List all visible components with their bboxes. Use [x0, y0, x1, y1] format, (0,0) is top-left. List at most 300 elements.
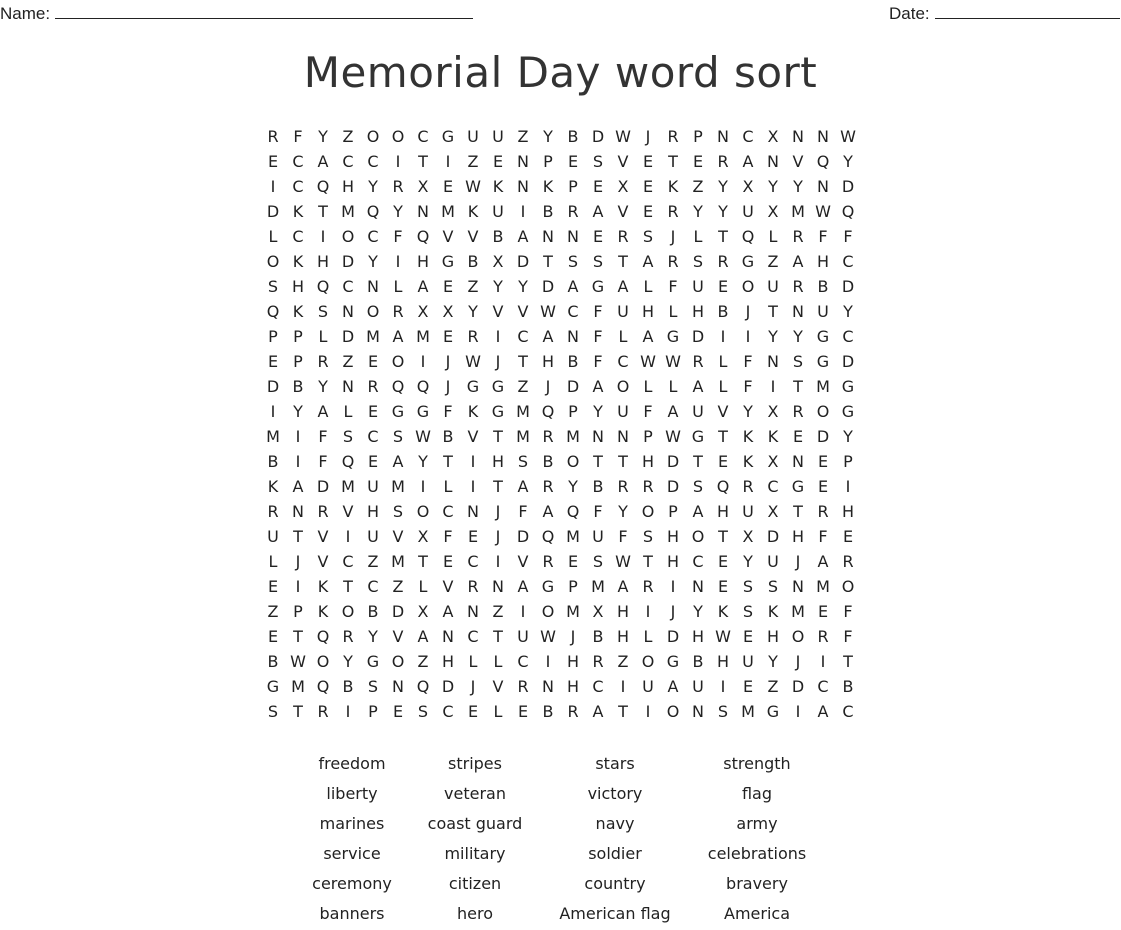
grid-letter: T — [518, 352, 528, 371]
grid-letter: G — [366, 652, 380, 671]
grid-letter: N — [442, 627, 454, 646]
grid-letter: Z — [492, 602, 504, 621]
grid-letter: E — [442, 327, 454, 346]
word-bank-item: freedom — [318, 754, 386, 773]
grid-letter: T — [493, 477, 503, 496]
grid-letter: S — [342, 427, 354, 446]
grid-letter: V — [617, 202, 629, 221]
grid-letter: W — [540, 302, 556, 321]
grid-letter: S — [317, 302, 329, 321]
grid-letter: U — [367, 477, 379, 496]
grid-letter: N — [792, 452, 804, 471]
grid-letter: I — [495, 327, 501, 346]
grid-letter: H — [716, 652, 730, 671]
grid-letter: M — [591, 577, 605, 596]
grid-letter: Q — [716, 477, 730, 496]
grid-letter: T — [668, 152, 678, 171]
grid-letter: U — [367, 527, 379, 546]
grid-letter: H — [641, 302, 655, 321]
grid-letter: H — [291, 277, 305, 296]
grid-letter: G — [591, 277, 605, 296]
grid-letter: H — [541, 352, 555, 371]
grid-letter: E — [792, 427, 804, 446]
grid-letter: S — [267, 702, 279, 721]
grid-letter: V — [792, 152, 804, 171]
grid-letter: G — [741, 252, 755, 271]
grid-letter: K — [717, 602, 729, 621]
grid-letter: J — [445, 352, 451, 371]
grid-letter: U — [692, 277, 704, 296]
grid-letter: O — [791, 627, 805, 646]
grid-letter: I — [820, 652, 826, 671]
grid-letter: E — [642, 202, 654, 221]
grid-letter: C — [367, 152, 379, 171]
grid-letter: R — [317, 702, 329, 721]
grid-letter: K — [742, 427, 754, 446]
grid-letter: D — [316, 477, 330, 496]
grid-letter: Y — [768, 177, 778, 196]
grid-letter: H — [416, 252, 430, 271]
grid-letter: G — [466, 377, 480, 396]
grid-letter: U — [492, 202, 504, 221]
grid-letter: S — [267, 277, 279, 296]
grid-letter: F — [593, 327, 603, 346]
grid-letter: A — [617, 277, 629, 296]
grid-letter: I — [720, 327, 726, 346]
grid-letter: P — [643, 427, 653, 446]
grid-letter: R — [517, 677, 529, 696]
grid-letter: P — [293, 602, 303, 621]
grid-letter: A — [567, 277, 579, 296]
grid-letter: O — [341, 227, 355, 246]
grid-letter: E — [267, 152, 279, 171]
grid-letter: U — [267, 527, 279, 546]
grid-letter: R — [667, 252, 679, 271]
grid-letter: A — [667, 402, 679, 421]
grid-letter: I — [545, 652, 551, 671]
grid-letter: N — [392, 677, 404, 696]
grid-letter: H — [666, 527, 680, 546]
grid-letter: S — [717, 702, 729, 721]
grid-letter: O — [816, 402, 830, 421]
grid-letter: N — [492, 577, 504, 596]
grid-letter: P — [568, 577, 578, 596]
grid-letter: E — [267, 577, 279, 596]
grid-letter: T — [418, 552, 428, 571]
grid-letter: Y — [343, 652, 353, 671]
grid-letter: R — [467, 327, 479, 346]
grid-letter: U — [692, 402, 704, 421]
grid-letter: G — [391, 402, 405, 421]
grid-letter: T — [418, 152, 428, 171]
grid-letter: F — [818, 227, 828, 246]
grid-letter: A — [742, 152, 754, 171]
grid-letter: Q — [316, 677, 330, 696]
grid-letter: I — [320, 227, 326, 246]
grid-letter: R — [692, 352, 704, 371]
grid-letter: K — [292, 202, 304, 221]
grid-letter: N — [767, 152, 779, 171]
grid-letter: Z — [367, 552, 379, 571]
grid-letter: I — [845, 477, 851, 496]
date-field[interactable] — [889, 2, 1120, 24]
grid-letter: T — [293, 702, 303, 721]
grid-letter: C — [517, 327, 529, 346]
grid-letter: B — [592, 627, 604, 646]
grid-letter: X — [442, 302, 454, 321]
grid-letter: N — [617, 427, 629, 446]
grid-letter: C — [367, 427, 379, 446]
grid-letter: O — [741, 277, 755, 296]
grid-letter: L — [268, 227, 278, 246]
grid-letter: Q — [341, 452, 355, 471]
grid-letter: G — [491, 377, 505, 396]
name-field[interactable] — [0, 2, 473, 24]
grid-letter: C — [592, 677, 604, 696]
grid-letter: Y — [368, 252, 378, 271]
grid-letter: O — [391, 127, 405, 146]
grid-letter: O — [566, 452, 580, 471]
grid-letter: R — [542, 427, 554, 446]
grid-letter: B — [292, 377, 304, 396]
grid-letter: I — [520, 602, 526, 621]
name-line[interactable] — [55, 2, 473, 19]
grid-letter: X — [417, 602, 429, 621]
grid-letter: X — [742, 177, 754, 196]
grid-letter: R — [717, 252, 729, 271]
grid-letter: H — [441, 652, 455, 671]
grid-letter: U — [742, 652, 754, 671]
grid-letter: A — [792, 252, 804, 271]
grid-letter: C — [817, 677, 829, 696]
grid-letter: Z — [392, 577, 404, 596]
grid-letter: E — [517, 702, 529, 721]
grid-letter: F — [843, 627, 853, 646]
grid-letter: M — [441, 202, 455, 221]
grid-letter: X — [417, 302, 429, 321]
grid-letter: O — [391, 352, 405, 371]
word-bank-item: banners — [319, 904, 385, 923]
grid-letter: O — [366, 127, 380, 146]
grid-letter: Z — [617, 652, 629, 671]
grid-letter: U — [767, 277, 779, 296]
grid-letter: I — [745, 327, 751, 346]
grid-letter: N — [467, 502, 479, 521]
grid-letter: O — [391, 652, 405, 671]
grid-letter: W — [290, 652, 306, 671]
grid-letter: Y — [618, 502, 628, 521]
grid-letter: S — [742, 577, 754, 596]
grid-letter: U — [817, 302, 829, 321]
word-bank-item: hero — [457, 904, 493, 923]
grid-letter: F — [618, 527, 628, 546]
grid-letter: I — [345, 527, 351, 546]
grid-letter: L — [718, 352, 728, 371]
grid-letter: M — [341, 477, 355, 496]
grid-letter: M — [366, 327, 380, 346]
grid-letter: C — [292, 152, 304, 171]
grid-letter: A — [642, 252, 654, 271]
grid-letter: Y — [768, 652, 778, 671]
grid-letter: L — [643, 627, 653, 646]
grid-letter: T — [593, 452, 603, 471]
grid-letter: M — [516, 427, 530, 446]
grid-letter: X — [767, 452, 779, 471]
grid-letter: H — [341, 177, 355, 196]
grid-letter: K — [317, 602, 329, 621]
grid-letter: T — [693, 452, 703, 471]
grid-letter: Q — [541, 402, 555, 421]
grid-letter: C — [467, 627, 479, 646]
grid-letter: P — [293, 352, 303, 371]
grid-letter: F — [818, 527, 828, 546]
grid-letter: L — [618, 327, 628, 346]
grid-letter: L — [668, 302, 678, 321]
grid-letter: G — [816, 352, 830, 371]
grid-letter: R — [667, 127, 679, 146]
grid-letter: Q — [266, 302, 280, 321]
grid-letter: Y — [493, 277, 503, 296]
grid-letter: C — [617, 352, 629, 371]
grid-letter: C — [292, 227, 304, 246]
grid-letter: W — [540, 627, 556, 646]
grid-letter: A — [817, 552, 829, 571]
grid-letter: S — [767, 577, 779, 596]
grid-letter: I — [720, 677, 726, 696]
grid-letter: I — [670, 577, 676, 596]
grid-letter: B — [567, 127, 579, 146]
grid-letter: Z — [267, 602, 279, 621]
word-bank-item: coast guard — [427, 814, 523, 833]
grid-letter: B — [342, 677, 354, 696]
grid-letter: U — [617, 302, 629, 321]
grid-letter: B — [717, 302, 729, 321]
grid-letter: V — [717, 402, 729, 421]
grid-letter: Y — [843, 302, 853, 321]
grid-letter: B — [542, 202, 554, 221]
grid-letter: O — [366, 302, 380, 321]
grid-letter: F — [393, 227, 403, 246]
word-bank-item: stars — [595, 754, 635, 773]
grid-letter: Q — [741, 227, 755, 246]
grid-letter: L — [268, 552, 278, 571]
grid-letter: G — [266, 677, 280, 696]
grid-letter: I — [645, 602, 651, 621]
grid-letter: P — [568, 402, 578, 421]
grid-letter: U — [592, 527, 604, 546]
grid-letter: R — [342, 627, 354, 646]
grid-letter: X — [417, 527, 429, 546]
grid-letter: N — [367, 277, 379, 296]
grid-letter: Y — [743, 552, 753, 571]
grid-letter: T — [343, 577, 353, 596]
grid-letter: N — [542, 677, 554, 696]
grid-letter: I — [620, 677, 626, 696]
grid-letter: H — [616, 627, 630, 646]
grid-letter: V — [517, 552, 529, 571]
grid-letter: X — [767, 502, 779, 521]
grid-letter: Z — [467, 277, 479, 296]
grid-letter: A — [542, 327, 554, 346]
grid-letter: E — [367, 452, 379, 471]
grid-letter: Z — [517, 127, 529, 146]
grid-letter: C — [292, 177, 304, 196]
grid-letter: A — [517, 477, 529, 496]
grid-letter: B — [817, 277, 829, 296]
grid-letter: F — [318, 452, 328, 471]
grid-letter: B — [567, 352, 579, 371]
grid-letter: E — [692, 152, 704, 171]
grid-letter: H — [691, 627, 705, 646]
grid-letter: J — [470, 677, 476, 696]
date-line[interactable] — [935, 2, 1120, 19]
grid-letter: Y — [543, 127, 553, 146]
grid-letter: Z — [467, 152, 479, 171]
grid-letter: E — [642, 152, 654, 171]
grid-letter: C — [467, 552, 479, 571]
grid-letter: Y — [693, 202, 703, 221]
grid-letter: P — [568, 177, 578, 196]
grid-letter: L — [343, 402, 353, 421]
grid-letter: V — [442, 577, 454, 596]
grid-letter: Z — [517, 377, 529, 396]
grid-letter: R — [617, 227, 629, 246]
grid-letter: U — [742, 202, 754, 221]
grid-letter: W — [465, 177, 481, 196]
grid-letter: P — [293, 327, 303, 346]
grid-letter: V — [467, 427, 479, 446]
grid-letter: N — [342, 377, 354, 396]
grid-letter: T — [318, 202, 328, 221]
grid-letter: C — [517, 652, 529, 671]
grid-letter: H — [616, 602, 630, 621]
grid-letter: H — [716, 502, 730, 521]
page-title: Memorial Day word sort — [303, 48, 818, 97]
grid-letter: A — [692, 377, 704, 396]
grid-letter: Y — [718, 202, 728, 221]
grid-letter: K — [767, 602, 779, 621]
grid-letter: N — [692, 577, 704, 596]
grid-letter: F — [318, 427, 328, 446]
grid-letter: U — [642, 677, 654, 696]
grid-letter: T — [718, 427, 728, 446]
grid-letter: S — [642, 227, 654, 246]
grid-letter: R — [842, 552, 854, 571]
grid-letter: X — [767, 402, 779, 421]
grid-letter: I — [520, 202, 526, 221]
grid-letter: R — [542, 552, 554, 571]
grid-letter: E — [742, 677, 754, 696]
grid-letter: E — [842, 527, 854, 546]
grid-letter: N — [792, 127, 804, 146]
grid-letter: D — [791, 677, 805, 696]
grid-letter: O — [541, 602, 555, 621]
grid-letter: D — [341, 252, 355, 271]
grid-letter: M — [791, 202, 805, 221]
grid-letter: M — [566, 427, 580, 446]
grid-letter: W — [815, 202, 831, 221]
grid-letter: B — [367, 602, 379, 621]
grid-letter: R — [267, 127, 279, 146]
grid-letter: B — [492, 227, 504, 246]
grid-letter: H — [791, 527, 805, 546]
grid-letter: M — [816, 377, 830, 396]
grid-letter: N — [417, 202, 429, 221]
grid-letter: J — [545, 377, 551, 396]
grid-letter: T — [293, 527, 303, 546]
grid-letter: K — [467, 402, 479, 421]
grid-letter: D — [666, 477, 680, 496]
grid-letter: Q — [841, 202, 855, 221]
grid-letter: S — [417, 702, 429, 721]
grid-letter: M — [516, 402, 530, 421]
grid-letter: A — [642, 327, 654, 346]
grid-letter: M — [816, 577, 830, 596]
grid-letter: N — [817, 177, 829, 196]
grid-letter: J — [795, 652, 801, 671]
grid-letter: U — [767, 552, 779, 571]
grid-letter: J — [495, 352, 501, 371]
date-label: Date: — [889, 4, 930, 23]
grid-letter: I — [295, 427, 301, 446]
grid-letter: A — [592, 702, 604, 721]
grid-letter: W — [465, 352, 481, 371]
grid-letter: X — [592, 602, 604, 621]
grid-letter: I — [470, 452, 476, 471]
grid-letter: X — [767, 202, 779, 221]
grid-letter: T — [618, 452, 628, 471]
grid-letter: R — [792, 402, 804, 421]
grid-letter: K — [667, 177, 679, 196]
word-bank-item: American flag — [559, 904, 671, 923]
grid-letter: R — [567, 202, 579, 221]
grid-letter: S — [692, 477, 704, 496]
grid-letter: R — [792, 277, 804, 296]
grid-letter: V — [492, 677, 504, 696]
grid-letter: A — [417, 277, 429, 296]
grid-letter: S — [592, 252, 604, 271]
grid-letter: F — [843, 602, 853, 621]
grid-letter: Y — [593, 402, 603, 421]
grid-letter: A — [817, 702, 829, 721]
grid-letter: E — [717, 277, 729, 296]
grid-letter: S — [367, 677, 379, 696]
grid-letter: P — [368, 702, 378, 721]
grid-letter: E — [567, 152, 579, 171]
grid-letter: S — [392, 502, 404, 521]
grid-letter: C — [442, 702, 454, 721]
grid-letter: T — [718, 527, 728, 546]
grid-letter: Y — [518, 277, 528, 296]
grid-letter: G — [816, 327, 830, 346]
grid-letter: N — [692, 702, 704, 721]
grid-letter: O — [416, 502, 430, 521]
grid-letter: A — [417, 627, 429, 646]
grid-letter: S — [592, 552, 604, 571]
grid-letter: N — [592, 427, 604, 446]
grid-letter: J — [795, 552, 801, 571]
grid-letter: E — [392, 702, 404, 721]
grid-letter: Y — [793, 177, 803, 196]
grid-letter: Z — [342, 352, 354, 371]
grid-letter: E — [492, 152, 504, 171]
grid-letter: M — [391, 477, 405, 496]
grid-letter: O — [841, 577, 855, 596]
grid-letter: P — [543, 152, 553, 171]
grid-letter: L — [493, 652, 503, 671]
grid-letter: V — [392, 627, 404, 646]
grid-letter: R — [717, 152, 729, 171]
